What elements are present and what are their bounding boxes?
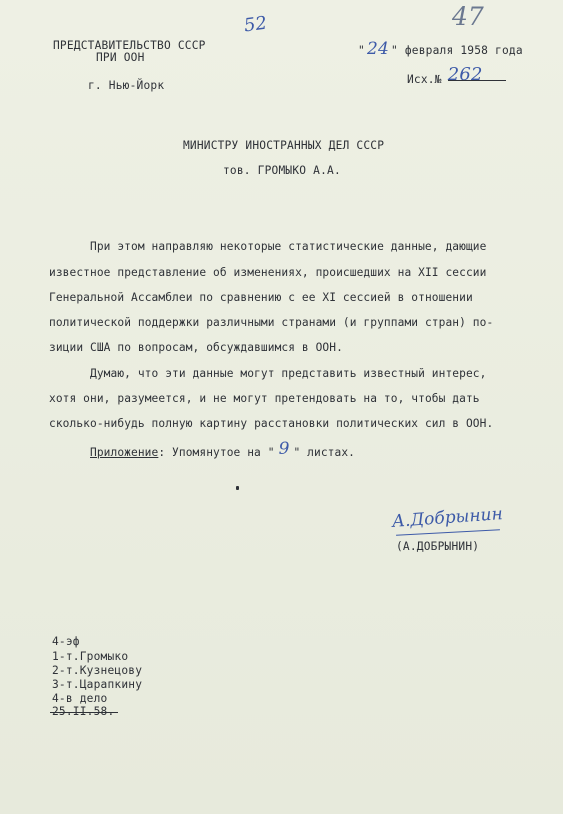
outgoing-ref-label: Исх.№ bbox=[407, 73, 442, 86]
body-line-3: Генеральной Ассамблеи по сравнению с ее XI сессией в отношении bbox=[49, 291, 473, 304]
archive-page-number: 47 bbox=[452, 2, 484, 31]
body-line-4: политической поддержки различными странами (и группами стран) по- bbox=[49, 316, 494, 329]
folio-mark: 52 bbox=[242, 12, 269, 37]
body-line-5: зиции США по вопросам, обсуждавшимся в ООН. bbox=[49, 341, 343, 354]
body-line-2: известное представление об изменениях, происшедших на XII сессии bbox=[49, 266, 487, 279]
body-line-6: Думаю, что эти данные могут представить известный интерес, bbox=[90, 367, 487, 380]
typed-signature: (А.ДОБРЫНИН) bbox=[396, 540, 480, 553]
distribution-date bbox=[52, 705, 114, 718]
body-line-8: сколько-нибудь полную картину расстановки политических сил в ООН. bbox=[49, 417, 494, 430]
date-line bbox=[358, 39, 523, 59]
date-quote-open: " bbox=[358, 44, 365, 57]
outgoing-ref bbox=[407, 64, 483, 88]
distribution-item-3: 3-т.Царапкину bbox=[52, 678, 143, 691]
ink-dot bbox=[236, 486, 239, 490]
attachment-text-after: " листах. bbox=[293, 446, 356, 459]
date-rest: " февраля 1958 года bbox=[390, 44, 523, 57]
date-day-handwritten: 24 bbox=[366, 39, 389, 59]
body-line-7: хотя они, разумеется, и не могут претендовать на то, чтобы дать bbox=[49, 392, 480, 405]
attachment-text-before: : Упомянутое на " bbox=[158, 446, 275, 459]
distribution-copies: 4-эф bbox=[52, 635, 80, 648]
org-name-line1: ПРЕДСТАВИТЕЛЬСТВО СССР bbox=[53, 39, 206, 52]
city: г. Нью-Йорк bbox=[88, 79, 165, 92]
org-name-line2: ПРИ ООН bbox=[96, 51, 145, 64]
distribution-date-text: 25.II.58. bbox=[52, 705, 115, 718]
attachment-label: Приложение bbox=[90, 446, 159, 459]
distribution-item-2: 2-т.Кузнецову bbox=[52, 664, 143, 677]
addressee-line2: тов. ГРОМЫКО А.А. bbox=[223, 164, 341, 177]
outgoing-ref-number: 262 bbox=[447, 64, 483, 85]
addressee-line1: МИНИСТРУ ИНОСТРАННЫХ ДЕЛ СССР bbox=[183, 139, 385, 152]
attachment-line bbox=[90, 441, 355, 461]
attachment-count-handwritten: 9 bbox=[278, 439, 290, 459]
ref-underline bbox=[448, 80, 506, 81]
distribution-item-4: 4-в дело bbox=[52, 692, 108, 705]
distribution-item-1: 1-т.Громыко bbox=[52, 650, 129, 663]
handwritten-signature: А.Добрынин bbox=[391, 504, 504, 532]
body-line-1: При этом направляю некоторые статистические данные, дающие bbox=[90, 240, 487, 253]
